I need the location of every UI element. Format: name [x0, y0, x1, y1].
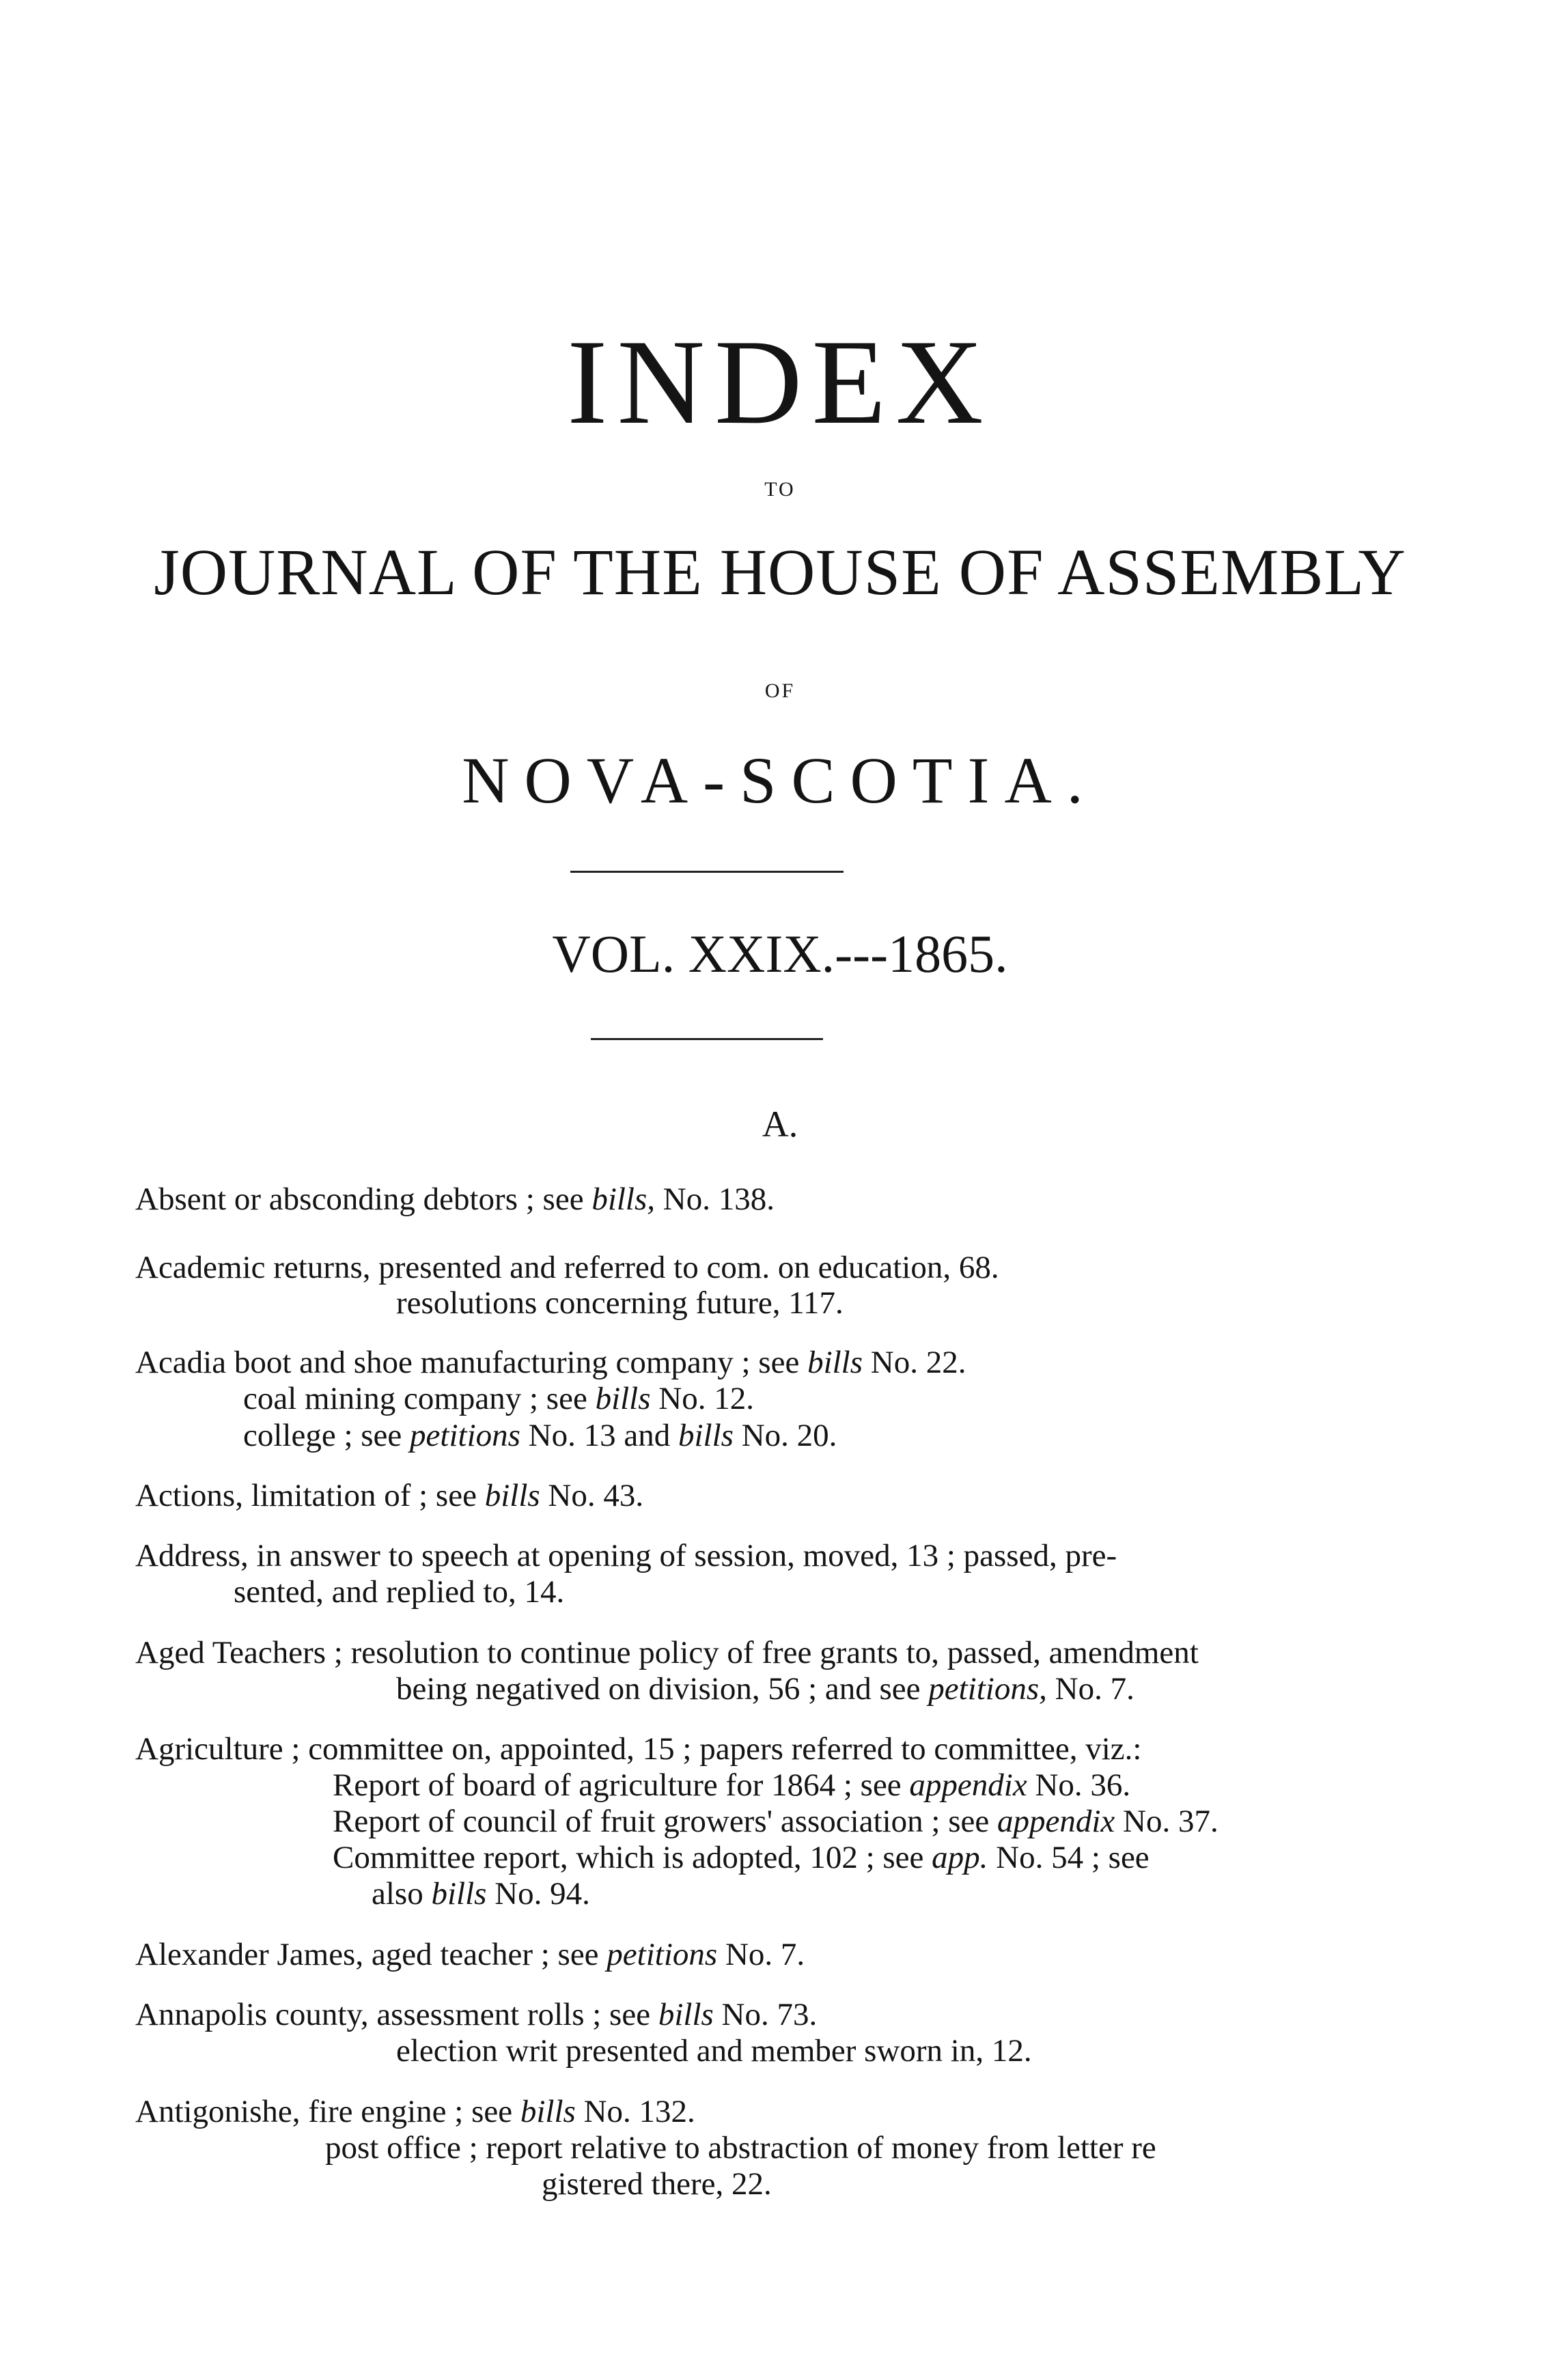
divider-rule — [570, 871, 844, 873]
province-title: NOVA-SCOTIA. — [462, 744, 1098, 817]
index-subentry: Report of board of agriculture for 1864 ; see appendix No. 36. — [333, 1767, 1131, 1803]
index-entry: Address, in answer to speech at opening of session, moved, 13 ; passed, pre- — [135, 1538, 1117, 1573]
index-subentry: also bills No. 94. — [372, 1876, 590, 1912]
index-title: INDEX — [567, 314, 993, 449]
index-subentry: gistered there, 22. — [542, 2166, 772, 2202]
index-entry: Academic returns, presented and referred to com. on education, 68. — [135, 1250, 999, 1285]
index-entry: Antigonishe, fire engine ; see bills No. 132. — [135, 2094, 695, 2129]
volume-title: VOL. XXIX.---1865. — [552, 924, 1008, 983]
index-entry: Absent or absconding debtors ; see bills, No. 138. — [135, 1181, 775, 1217]
index-entry: Agriculture ; committee on, appointed, 15 ; papers referred to committee, viz.: — [135, 1731, 1142, 1767]
to-caption: TO — [764, 478, 796, 501]
index-subentry: Committee report, which is adopted, 102 ; see app. No. 54 ; see — [333, 1840, 1150, 1875]
journal-title: JOURNAL OF THE HOUSE OF ASSEMBLY — [154, 535, 1406, 608]
index-entry: Alexander James, aged teacher ; see petitions No. 7. — [135, 1937, 805, 1972]
of-caption: OF — [764, 680, 796, 702]
index-subentry: post office ; report relative to abstraction of money from letter re — [325, 2130, 1156, 2166]
index-subentry: sented, and replied to, 14. — [234, 1574, 565, 1610]
index-entry: Aged Teachers ; resolution to continue policy of free grants to, passed, amendment — [135, 1635, 1199, 1670]
index-subentry: being negatived on division, 56 ; and see petitions, No. 7. — [396, 1671, 1134, 1707]
section-letter: A. — [762, 1104, 798, 1145]
index-entry: Actions, limitation of ; see bills No. 43. — [135, 1478, 644, 1513]
index-subentry: coal mining company ; see bills No. 12. — [243, 1381, 754, 1416]
index-entry: Annapolis county, assessment rolls ; see bills No. 73. — [135, 1997, 818, 2032]
index-subentry: college ; see petitions No. 13 and bills No. 20. — [243, 1418, 837, 1453]
index-subentry: election writ presented and member sworn in, 12. — [396, 2033, 1032, 2069]
divider-rule — [591, 1038, 823, 1040]
index-subentry: resolutions concerning future, 117. — [396, 1285, 844, 1321]
index-entry: Acadia boot and shoe manufacturing company ; see bills No. 22. — [135, 1345, 966, 1380]
index-subentry: Report of council of fruit growers' association ; see appendix No. 37. — [333, 1804, 1218, 1839]
